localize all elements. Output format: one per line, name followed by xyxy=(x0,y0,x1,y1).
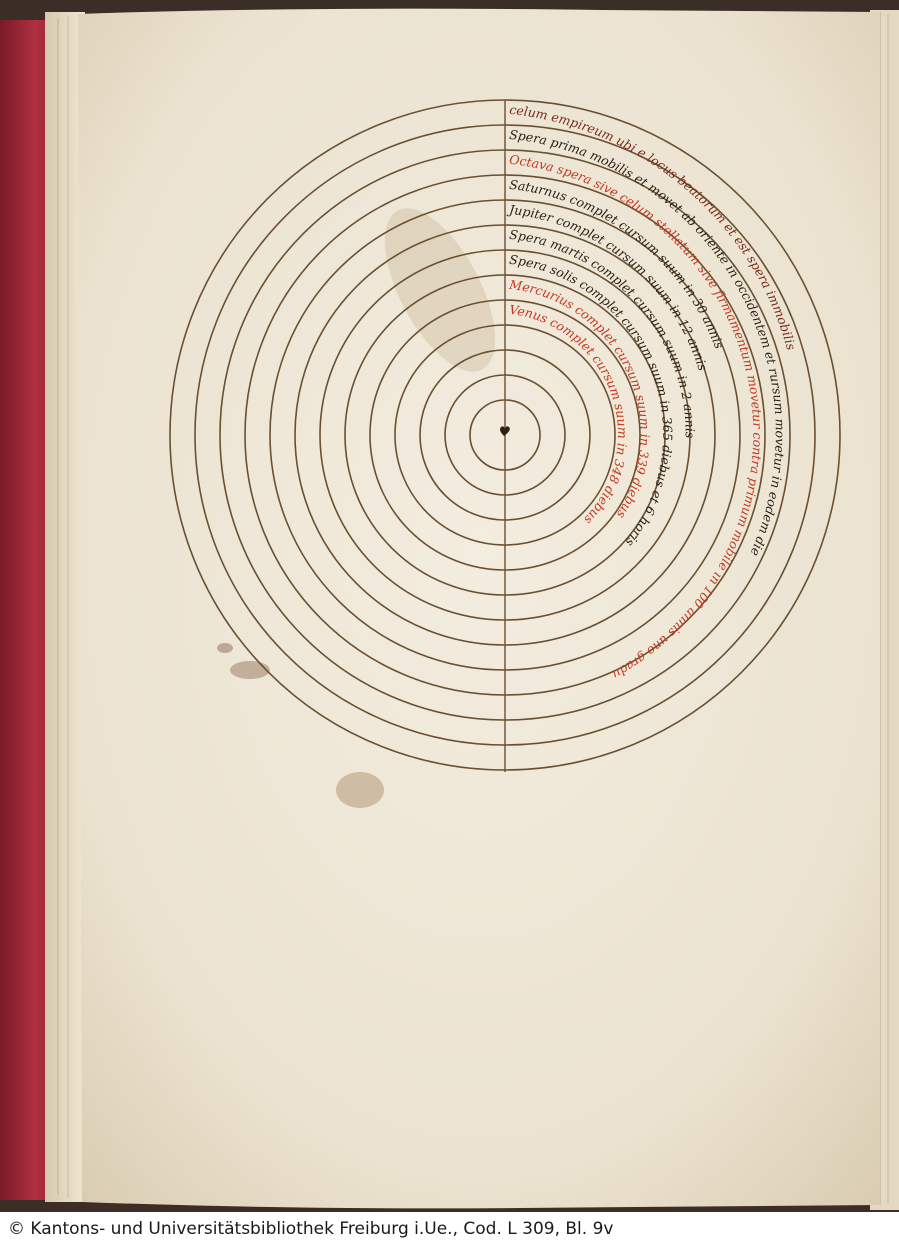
image-credit: © Kantons- und Universitätsbibliothek Freiburg i.Ue., Cod. L 309, Bl. 9v xyxy=(8,1219,614,1239)
sphere-inscription: Spera martis complet cursum suum in 2 annis xyxy=(508,226,698,439)
sphere-inscription: Jupiter complet cursum suum in 12 annis xyxy=(508,201,711,373)
sphere-inscription: Spera solis complet cursum suum in 365 diebus et 6 horis xyxy=(508,251,676,550)
sphere-inscription: celum empireum ubi e locus beatorum et est spera immobilis xyxy=(508,101,800,352)
stain xyxy=(336,772,384,808)
folio-parchment xyxy=(78,9,880,1209)
sphere-inscription: Saturnus complet cursum suum in 30 annis xyxy=(508,176,728,351)
stain xyxy=(230,661,270,679)
sphere-inscription: Venus complet cursum suum in 348 diebus xyxy=(508,301,631,528)
sphere-inscription: Octava spera sive celum stellatum sive firmamentum movetur contra primum mobile in 100 annis uno gradu xyxy=(508,151,766,683)
sphere-inscription: Spera prima mobilis et movet ab oriente in occidentem et rursum movetur in eodem die xyxy=(508,126,788,559)
sphere-inscription: Mercurius complet cursum suum in 339 diebus xyxy=(508,276,653,522)
